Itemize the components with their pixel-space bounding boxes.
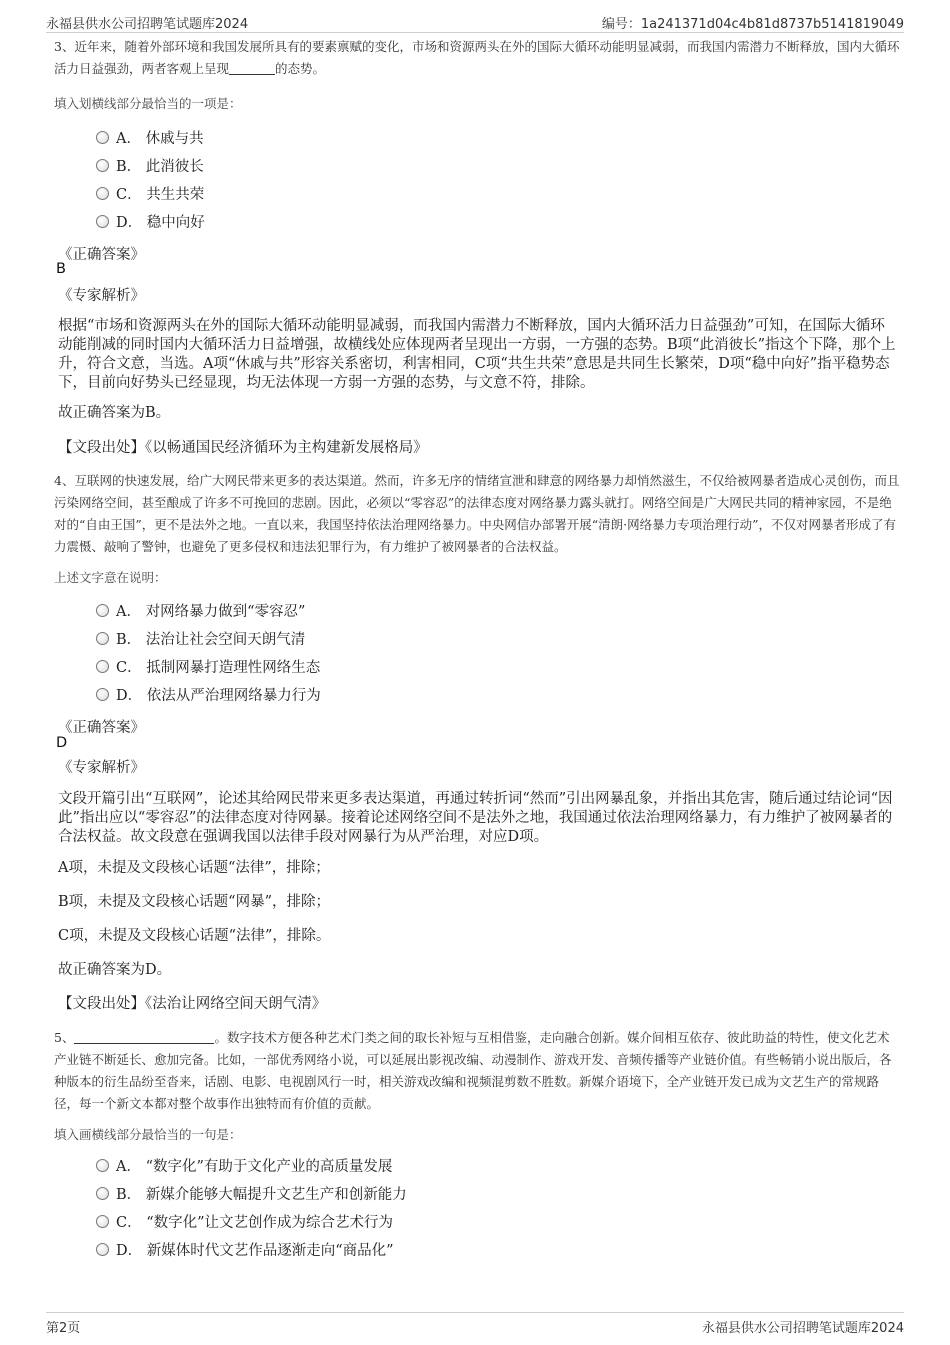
question-4-option-a[interactable]: A． 对网络暴力做到“零容忍” xyxy=(96,601,305,623)
question-4-analysis: 文段开篇引出“互联网”，论述其给网民带来更多表达渠道，再通过转折词“然而”引出网暴乱象，并指出其危害，随后通过结论词“因此”指出应以“零容忍”的法律态度对待网暴。接着论述网络空间不是法外之地，我国通过依法治理网络暴力，有力维护了被网暴者的合法权益。故文段意在强调我国以法律手段对网暴行为从严治理，对应D项。 xyxy=(58,791,893,845)
radio-icon[interactable] xyxy=(96,688,109,701)
radio-icon[interactable] xyxy=(96,604,109,617)
question-4-option-d[interactable]: D． 依法从严治理网络暴力行为 xyxy=(96,685,321,707)
radio-icon[interactable] xyxy=(96,131,109,144)
radio-icon[interactable] xyxy=(96,1243,109,1256)
question-3-option-d[interactable]: D． 稳中向好 xyxy=(96,212,205,234)
question-3-source: 【文段出处】《以畅通国民经济循环为主构建新发展格局》 xyxy=(58,440,428,456)
question-4-conclusion: 故正确答案为D。 xyxy=(58,962,172,978)
fill-blank xyxy=(74,1029,214,1044)
question-4-prompt: 上述文字意在说明： xyxy=(54,570,167,585)
question-3-analysis-label: 《专家解析》 xyxy=(58,288,145,304)
question-4-option-c-note: C项，未提及文段核心话题“法律”，排除。 xyxy=(58,928,331,944)
question-5-prompt: 填入画横线部分最恰当的一句是： xyxy=(54,1127,242,1142)
question-3-answer-label: 《正确答案》 xyxy=(58,247,145,263)
radio-icon[interactable] xyxy=(96,215,109,228)
radio-icon[interactable] xyxy=(96,1159,109,1172)
question-5-option-b[interactable]: B． 新媒介能够大幅提升文艺生产和创新能力 xyxy=(96,1184,407,1206)
radio-icon[interactable] xyxy=(96,660,109,673)
question-4-answer-label: 《正确答案》 xyxy=(58,720,145,736)
fill-blank xyxy=(229,60,275,75)
header-title: 永福县供水公司招聘笔试题库2024 xyxy=(46,17,249,32)
question-4-option-a-note: A项，未提及文段核心话题“法律”，排除； xyxy=(58,860,330,876)
question-4-option-b-note: B项，未提及文段核心话题“网暴”，排除； xyxy=(58,894,330,910)
radio-icon[interactable] xyxy=(96,187,109,200)
footer-title: 永福县供水公司招聘笔试题库2024 xyxy=(701,1321,904,1336)
page-number: 第2页 xyxy=(46,1321,81,1336)
question-4-answer: D xyxy=(56,735,68,751)
question-4-stem: 4、互联网的快速发展，给广大网民带来更多的表达渠道。然而，许多无序的情绪宣泄和肆意的网络暴力却悄然滋生，不仅给被网暴者造成心灵创伤，而且污染网络空间，甚至酿成了许多不可挽回的悲剧。因此，必须以“零容忍”的法律态度对网络暴力露头就打。网络空间是广大网民共同的精神家园，不是绝对的“自由王国”，更不是法外之地。一直以来，我国坚持依法治理网络暴力。中央网信办部署开展“清朗·网络暴力专项治理行动”，不仅对网暴者形成了有力震慑、敲响了警钟，也避免了更多侵权和违法犯罪行为，有力维护了被网暴者的合法权益。 xyxy=(54,473,900,554)
question-4-option-c[interactable]: C． 抵制网暴打造理性网络生态 xyxy=(96,657,320,679)
question-4-source: 【文段出处】《法治让网络空间天朗气清》 xyxy=(58,996,327,1012)
radio-icon[interactable] xyxy=(96,632,109,645)
radio-icon[interactable] xyxy=(96,159,109,172)
radio-icon[interactable] xyxy=(96,1187,109,1200)
page-header xyxy=(46,10,904,33)
question-3-prompt: 填入划横线部分最恰当的一项是： xyxy=(54,96,242,111)
question-3-option-a[interactable]: A． 休戚与共 xyxy=(96,128,204,150)
header-doc-id: 编号：1a241371d04c4b81d8737b5141819049 xyxy=(601,17,904,32)
question-3-conclusion: 故正确答案为B。 xyxy=(58,405,171,421)
page-footer xyxy=(46,1312,904,1337)
radio-icon[interactable] xyxy=(96,1215,109,1228)
question-3-stem: 3、近年来，随着外部环境和我国发展所具有的要素禀赋的变化，市场和资源两头在外的国际大循环动能明显减弱，而我国内需潜力不断释放，国内大循环活力日益强劲，两者客观上呈现 的态势。 xyxy=(54,39,900,76)
question-3-analysis: 根据“市场和资源两头在外的国际大循环动能明显减弱，而我国内需潜力不断释放，国内大循环活力日益强劲”可知，在国际大循环动能削减的同时国内大循环活力日益增强，故横线处应体现两者呈现出一方弱，一方强的态势。B项“此消彼长”指这个下降，那个上升，符合文意，当选。A项“休戚与共”形容关系密切，利害相同，C项“共生共荣”意思是共同生长繁荣，D项“稳中向好”指平稳势态下，目前向好势头已经显现，均无法体现一方弱一方强的态势，与文意不符，排除。 xyxy=(58,318,896,391)
question-5-option-c[interactable]: C． “数字化”让文艺创作成为综合艺术行为 xyxy=(96,1212,393,1234)
question-3-answer: B xyxy=(56,261,66,277)
question-4-analysis-label: 《专家解析》 xyxy=(58,760,145,776)
question-3-option-b[interactable]: B． 此消彼长 xyxy=(96,156,204,178)
question-5-stem: 5、 。数字技术方便各种艺术门类之间的取长补短与互相借鉴，走向融合创新。媒介间相互依存、彼此助益的特性，使文化艺术产业链不断延长、愈加完备。比如，一部优秀网络小说，可以延展出影视改编、动漫制作、游戏开发、音频传播等产业链价值。有些畅销小说出版后，各种版本的衍生品纷至沓来，话剧、电影、电视剧风行一时，相关游戏改编和视频混剪数不胜数。新媒介语境下，全产业链开发已成为文艺生产的常规路径，每一个新文本都对整个故事作出独特而有价值的贡献。 xyxy=(54,1030,892,1111)
question-4-option-b[interactable]: B． 法治让社会空间天朗气清 xyxy=(96,629,305,651)
question-5-option-d[interactable]: D． 新媒体时代文艺作品逐渐走向“商品化” xyxy=(96,1240,394,1262)
question-5-option-a[interactable]: A． “数字化”有助于文化产业的高质量发展 xyxy=(96,1156,392,1178)
question-3-option-c[interactable]: C． 共生共荣 xyxy=(96,184,204,206)
